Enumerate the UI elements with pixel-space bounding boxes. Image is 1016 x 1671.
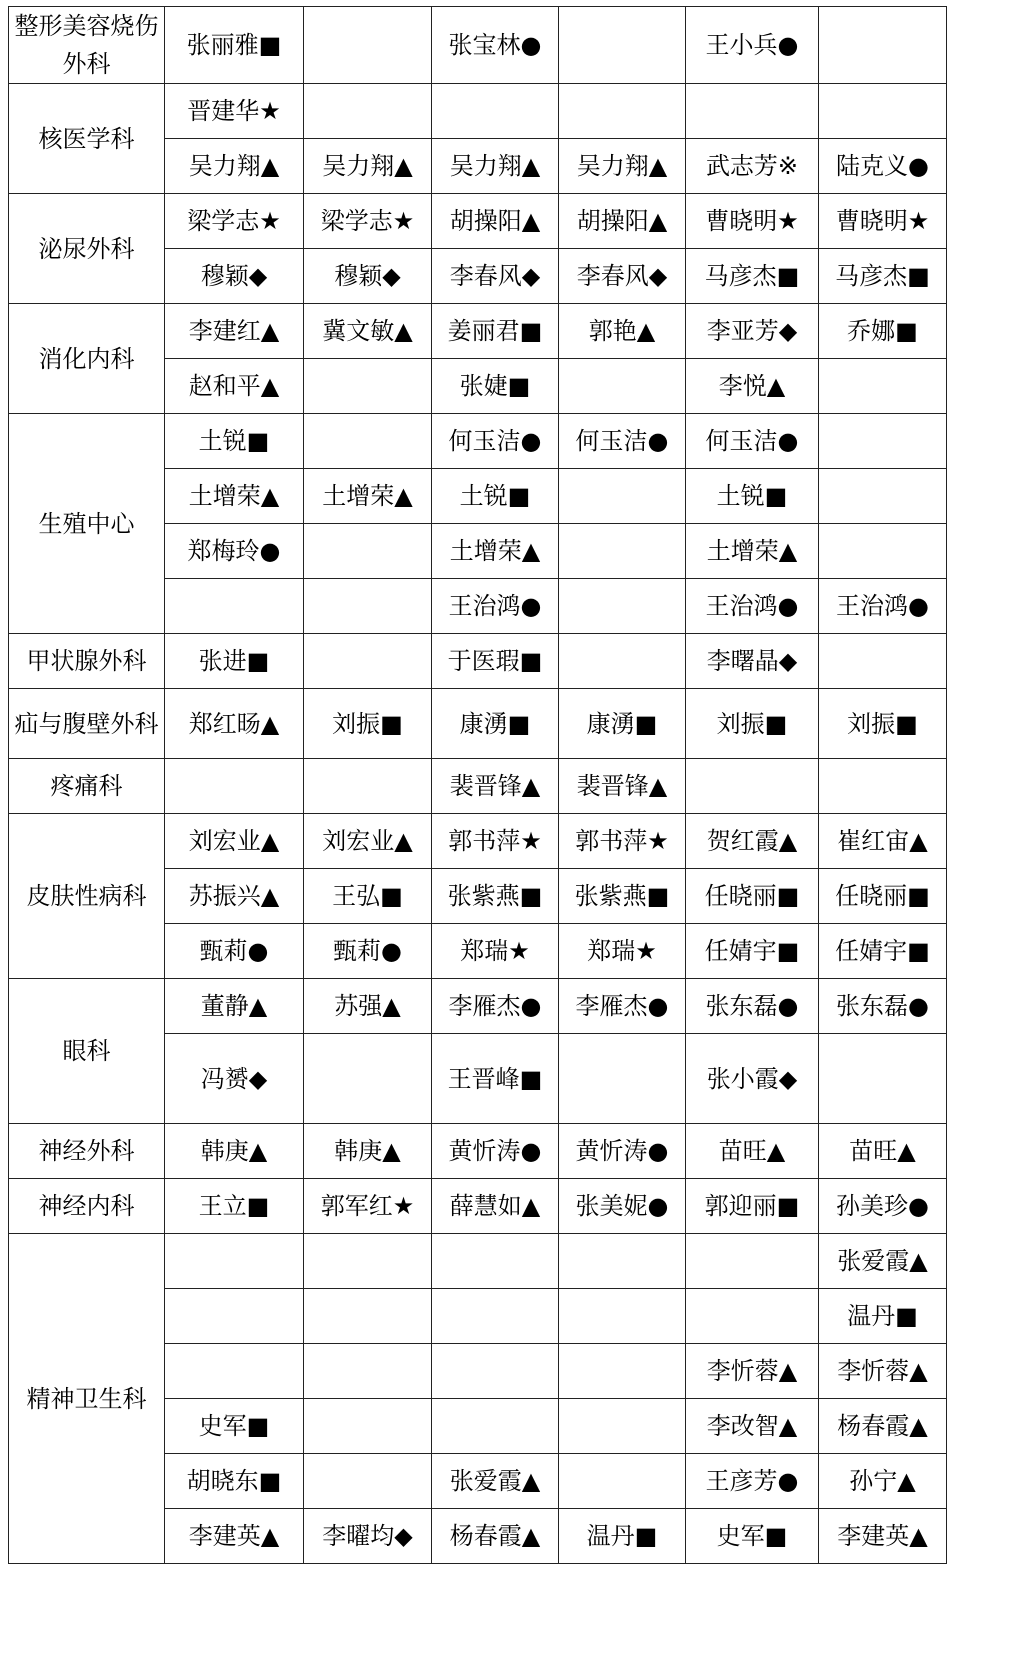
doctor-cell: 韩庚▲ bbox=[304, 1124, 432, 1179]
doctor-cell: 李雁杰● bbox=[432, 979, 559, 1034]
doctor-cell: 李雁杰● bbox=[559, 979, 686, 1034]
doctor-cell bbox=[304, 414, 432, 469]
doctor-cell: 土增荣▲ bbox=[432, 524, 559, 579]
doctor-cell: 李亚芳◆ bbox=[686, 304, 819, 359]
doctor-cell: 王治鸿● bbox=[819, 579, 947, 634]
doctor-cell bbox=[432, 1234, 559, 1289]
department-cell: 泌尿外科 bbox=[9, 194, 165, 304]
doctor-cell: 李曜均◆ bbox=[304, 1509, 432, 1564]
doctor-cell bbox=[432, 1344, 559, 1399]
doctor-cell: 吴力翔▲ bbox=[304, 139, 432, 194]
doctor-cell: 苏强▲ bbox=[304, 979, 432, 1034]
doctor-cell: 土锐■ bbox=[165, 414, 304, 469]
department-cell: 眼科 bbox=[9, 979, 165, 1124]
doctor-cell: 晋建华★ bbox=[165, 84, 304, 139]
doctor-cell: 张美妮● bbox=[559, 1179, 686, 1234]
doctor-cell bbox=[432, 84, 559, 139]
doctor-cell: 李忻蓉▲ bbox=[686, 1344, 819, 1399]
doctor-cell: 梁学志★ bbox=[165, 194, 304, 249]
doctor-cell bbox=[165, 1289, 304, 1344]
doctor-cell bbox=[304, 84, 432, 139]
doctor-cell: 何玉洁● bbox=[559, 414, 686, 469]
doctor-cell bbox=[559, 1289, 686, 1344]
doctor-cell: 张紫燕■ bbox=[559, 869, 686, 924]
table-row bbox=[9, 689, 947, 759]
doctor-cell: 杨春霞▲ bbox=[432, 1509, 559, 1564]
doctor-cell: 穆颖◆ bbox=[304, 249, 432, 304]
doctor-cell: 刘宏业▲ bbox=[304, 814, 432, 869]
doctor-cell bbox=[559, 1399, 686, 1454]
doctor-cell: 史军■ bbox=[165, 1399, 304, 1454]
doctor-cell: 任晓丽■ bbox=[819, 869, 947, 924]
department-cell: 皮肤性病科 bbox=[9, 814, 165, 979]
doctor-cell bbox=[304, 524, 432, 579]
doctor-cell: 史军■ bbox=[686, 1509, 819, 1564]
schedule-table bbox=[8, 6, 947, 1564]
doctor-cell: 姜丽君■ bbox=[432, 304, 559, 359]
doctor-cell: 曹晓明★ bbox=[686, 194, 819, 249]
department-cell: 疼痛科 bbox=[9, 759, 165, 814]
doctor-cell: 黄忻涛● bbox=[432, 1124, 559, 1179]
table-row bbox=[9, 194, 947, 249]
doctor-cell bbox=[304, 1344, 432, 1399]
doctor-cell: 张爱霞▲ bbox=[432, 1454, 559, 1509]
doctor-cell: 土锐■ bbox=[432, 469, 559, 524]
doctor-cell: 王治鸿● bbox=[686, 579, 819, 634]
doctor-cell bbox=[819, 84, 947, 139]
doctor-cell: 何玉洁● bbox=[686, 414, 819, 469]
doctor-cell bbox=[819, 1034, 947, 1124]
doctor-cell bbox=[304, 1034, 432, 1124]
department-cell: 生殖中心 bbox=[9, 414, 165, 634]
doctor-cell: 王弘■ bbox=[304, 869, 432, 924]
doctor-cell bbox=[819, 7, 947, 84]
doctor-cell bbox=[559, 469, 686, 524]
doctor-cell: 张小霞◆ bbox=[686, 1034, 819, 1124]
doctor-cell bbox=[559, 634, 686, 689]
table-row bbox=[9, 979, 947, 1034]
doctor-cell: 武志芳※ bbox=[686, 139, 819, 194]
doctor-cell: 王小兵● bbox=[686, 7, 819, 84]
doctor-cell: 郑梅玲● bbox=[165, 524, 304, 579]
department-cell: 疝与腹壁外科 bbox=[9, 689, 165, 759]
table-row bbox=[9, 814, 947, 869]
doctor-cell: 冀文敏▲ bbox=[304, 304, 432, 359]
doctor-cell: 张东磊● bbox=[819, 979, 947, 1034]
doctor-cell: 孙美珍● bbox=[819, 1179, 947, 1234]
doctor-cell bbox=[819, 524, 947, 579]
doctor-cell bbox=[304, 1399, 432, 1454]
doctor-cell: 曹晓明★ bbox=[819, 194, 947, 249]
table-row bbox=[9, 7, 947, 84]
doctor-cell: 王立■ bbox=[165, 1179, 304, 1234]
doctor-cell bbox=[686, 84, 819, 139]
doctor-cell: 崔红宙▲ bbox=[819, 814, 947, 869]
doctor-cell: 郭书萍★ bbox=[559, 814, 686, 869]
doctor-cell: 梁学志★ bbox=[304, 194, 432, 249]
doctor-cell: 黄忻涛● bbox=[559, 1124, 686, 1179]
doctor-cell: 穆颖◆ bbox=[165, 249, 304, 304]
doctor-cell bbox=[559, 524, 686, 579]
doctor-cell bbox=[304, 1289, 432, 1344]
table-row bbox=[9, 1234, 947, 1289]
doctor-cell: 马彦杰■ bbox=[819, 249, 947, 304]
table-row bbox=[9, 84, 947, 139]
doctor-cell: 何玉洁● bbox=[432, 414, 559, 469]
doctor-cell bbox=[559, 359, 686, 414]
doctor-cell: 胡操阳▲ bbox=[432, 194, 559, 249]
doctor-cell: 张婕■ bbox=[432, 359, 559, 414]
doctor-cell: 陆克义● bbox=[819, 139, 947, 194]
doctor-cell bbox=[686, 1234, 819, 1289]
doctor-cell: 裴晋锋▲ bbox=[432, 759, 559, 814]
doctor-cell: 孙宁▲ bbox=[819, 1454, 947, 1509]
doctor-cell bbox=[165, 759, 304, 814]
schedule-body bbox=[9, 7, 947, 1564]
doctor-cell: 康湧■ bbox=[432, 689, 559, 759]
department-cell: 甲状腺外科 bbox=[9, 634, 165, 689]
doctor-cell: 土增荣▲ bbox=[686, 524, 819, 579]
doctor-cell: 任婧宇■ bbox=[686, 924, 819, 979]
department-cell: 核医学科 bbox=[9, 84, 165, 194]
doctor-cell: 李建红▲ bbox=[165, 304, 304, 359]
doctor-cell: 李建英▲ bbox=[165, 1509, 304, 1564]
doctor-cell bbox=[304, 1454, 432, 1509]
doctor-cell bbox=[559, 7, 686, 84]
table-row bbox=[9, 304, 947, 359]
doctor-cell: 吴力翔▲ bbox=[559, 139, 686, 194]
department-cell: 神经内科 bbox=[9, 1179, 165, 1234]
doctor-cell: 张宝林● bbox=[432, 7, 559, 84]
doctor-cell bbox=[432, 1289, 559, 1344]
doctor-cell bbox=[165, 1344, 304, 1399]
department-cell: 消化内科 bbox=[9, 304, 165, 414]
doctor-cell: 于医瑕■ bbox=[432, 634, 559, 689]
doctor-cell: 李改智▲ bbox=[686, 1399, 819, 1454]
doctor-cell: 土增荣▲ bbox=[304, 469, 432, 524]
doctor-cell: 张东磊● bbox=[686, 979, 819, 1034]
table-row bbox=[9, 1179, 947, 1234]
doctor-cell bbox=[559, 579, 686, 634]
doctor-cell: 郭军红★ bbox=[304, 1179, 432, 1234]
doctor-cell: 赵和平▲ bbox=[165, 359, 304, 414]
doctor-cell: 胡操阳▲ bbox=[559, 194, 686, 249]
doctor-cell bbox=[819, 634, 947, 689]
doctor-cell bbox=[819, 759, 947, 814]
doctor-cell: 苗旺▲ bbox=[819, 1124, 947, 1179]
doctor-cell: 郭迎丽■ bbox=[686, 1179, 819, 1234]
doctor-cell bbox=[304, 634, 432, 689]
doctor-cell: 王彦芳● bbox=[686, 1454, 819, 1509]
department-cell: 神经外科 bbox=[9, 1124, 165, 1179]
doctor-cell: 胡晓东■ bbox=[165, 1454, 304, 1509]
department-cell: 整形美容烧伤外科 bbox=[9, 7, 165, 84]
doctor-cell: 李忻蓉▲ bbox=[819, 1344, 947, 1399]
doctor-cell: 郑瑞★ bbox=[432, 924, 559, 979]
doctor-cell: 王晋峰■ bbox=[432, 1034, 559, 1124]
doctor-cell: 张丽雅■ bbox=[165, 7, 304, 84]
doctor-cell bbox=[559, 84, 686, 139]
doctor-cell: 吴力翔▲ bbox=[432, 139, 559, 194]
doctor-cell: 李悦▲ bbox=[686, 359, 819, 414]
table-row bbox=[9, 414, 947, 469]
doctor-cell: 苗旺▲ bbox=[686, 1124, 819, 1179]
department-cell: 精神卫生科 bbox=[9, 1234, 165, 1564]
doctor-cell: 刘振■ bbox=[819, 689, 947, 759]
doctor-cell: 甄莉● bbox=[304, 924, 432, 979]
doctor-cell bbox=[559, 1234, 686, 1289]
doctor-cell: 乔娜■ bbox=[819, 304, 947, 359]
doctor-cell bbox=[559, 1454, 686, 1509]
doctor-cell: 温丹■ bbox=[819, 1289, 947, 1344]
doctor-cell bbox=[304, 7, 432, 84]
table-row bbox=[9, 1124, 947, 1179]
doctor-cell: 刘振■ bbox=[304, 689, 432, 759]
doctor-cell: 马彦杰■ bbox=[686, 249, 819, 304]
doctor-cell bbox=[304, 579, 432, 634]
doctor-cell bbox=[819, 414, 947, 469]
doctor-cell: 甄莉● bbox=[165, 924, 304, 979]
doctor-cell: 张紫燕■ bbox=[432, 869, 559, 924]
table-row bbox=[9, 759, 947, 814]
doctor-cell: 土锐■ bbox=[686, 469, 819, 524]
doctor-cell: 贺红霞▲ bbox=[686, 814, 819, 869]
doctor-cell bbox=[559, 1034, 686, 1124]
doctor-cell bbox=[165, 1234, 304, 1289]
doctor-cell bbox=[686, 759, 819, 814]
doctor-cell: 李曙晶◆ bbox=[686, 634, 819, 689]
doctor-cell: 薛慧如▲ bbox=[432, 1179, 559, 1234]
doctor-cell bbox=[819, 469, 947, 524]
doctor-cell: 郑瑞★ bbox=[559, 924, 686, 979]
doctor-cell: 郑红旸▲ bbox=[165, 689, 304, 759]
doctor-cell: 康湧■ bbox=[559, 689, 686, 759]
doctor-cell bbox=[432, 1399, 559, 1454]
doctor-cell: 张进■ bbox=[165, 634, 304, 689]
doctor-cell: 李建英▲ bbox=[819, 1509, 947, 1564]
doctor-cell bbox=[304, 1234, 432, 1289]
doctor-cell: 郭书萍★ bbox=[432, 814, 559, 869]
doctor-cell: 刘振■ bbox=[686, 689, 819, 759]
doctor-cell: 李春风◆ bbox=[559, 249, 686, 304]
doctor-cell bbox=[304, 359, 432, 414]
doctor-cell: 韩庚▲ bbox=[165, 1124, 304, 1179]
doctor-cell: 温丹■ bbox=[559, 1509, 686, 1564]
doctor-cell: 冯赟◆ bbox=[165, 1034, 304, 1124]
doctor-cell bbox=[165, 579, 304, 634]
doctor-cell: 土增荣▲ bbox=[165, 469, 304, 524]
doctor-cell: 任婧宇■ bbox=[819, 924, 947, 979]
doctor-cell: 任晓丽■ bbox=[686, 869, 819, 924]
doctor-cell: 裴晋锋▲ bbox=[559, 759, 686, 814]
table-row bbox=[9, 634, 947, 689]
doctor-cell: 王治鸿● bbox=[432, 579, 559, 634]
doctor-cell: 刘宏业▲ bbox=[165, 814, 304, 869]
doctor-cell bbox=[559, 1344, 686, 1399]
doctor-cell bbox=[304, 759, 432, 814]
doctor-cell: 郭艳▲ bbox=[559, 304, 686, 359]
doctor-cell: 苏振兴▲ bbox=[165, 869, 304, 924]
doctor-cell bbox=[686, 1289, 819, 1344]
doctor-cell: 张爱霞▲ bbox=[819, 1234, 947, 1289]
doctor-cell: 李春风◆ bbox=[432, 249, 559, 304]
doctor-cell bbox=[819, 359, 947, 414]
doctor-cell: 董静▲ bbox=[165, 979, 304, 1034]
doctor-cell: 吴力翔▲ bbox=[165, 139, 304, 194]
doctor-cell: 杨春霞▲ bbox=[819, 1399, 947, 1454]
